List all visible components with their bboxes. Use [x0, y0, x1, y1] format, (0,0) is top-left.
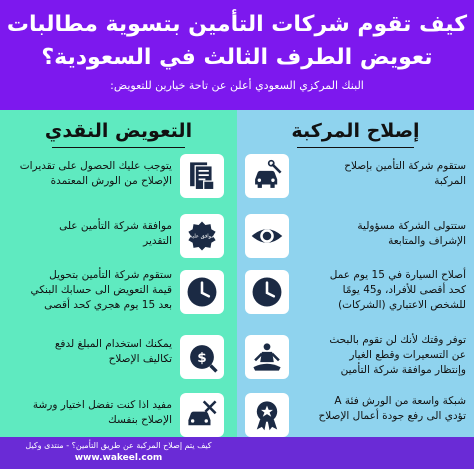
footer-url[interactable]: www.wakeel.com [74, 453, 163, 463]
meditation-icon [245, 335, 289, 379]
repair-item-text: توفر وقتك لأنك لن تقوم بالبحث عن التسعيرات وقطع الغيار وإنتظار موافقة شركة التأمين [329, 334, 466, 376]
repair-title-underline [297, 147, 414, 148]
repair-column-title: إصلاح المركبة [291, 120, 420, 142]
header-banner [0, 0, 474, 110]
clock-icon [245, 270, 289, 314]
money-wrench-icon [180, 335, 224, 379]
eye-icon [245, 214, 289, 258]
repair-item-text: شبكة واسعة من الورش فئة A تؤدي الى رفع جودة أعمال الإصلاح [318, 395, 466, 422]
cash-item-text: موافقة شركة التأمين على التقدير [59, 220, 172, 247]
cash-item-text: ستقوم شركة التأمين بتحويل قيمة التعويض الى حسابك البنكي بعد 15 يوم هجري كحد أقصى [30, 269, 172, 311]
repair-column [237, 110, 474, 469]
car-wrench-icon [245, 154, 289, 198]
svg-text:$: $ [197, 350, 207, 367]
cash-item-text: يمكنك استخدام المبلغ لدفع تكاليف الإصلاح [54, 338, 172, 365]
cash-column-title: التعويض النقدي [44, 120, 193, 142]
cash-column [0, 110, 237, 469]
cash-item-text: يتوجب عليك الحصول على تقديرات الإصلاح من الورش المعتمدة [19, 160, 172, 187]
repair-item-text: أصلاح السيارة في 15 يوم عمل كحد أقصى للأفراد، و45 يومًا للشخص الاعتباري (الشركات) [329, 269, 466, 311]
documents-icon [180, 154, 224, 198]
car-wrench-icon [180, 393, 224, 437]
cash-title-underline [52, 147, 185, 148]
repair-item-text: ستقوم شركة التأمين بإصلاح المركبة [344, 160, 466, 187]
page-subtitle: البنك المركزي السعودي أعلن عن تاحة خيارين للتعويض: [110, 79, 364, 92]
footer-caption: كيف يتم إصلاح المركبة عن طريق التأمين؟ - منتدى وكيل [25, 441, 212, 450]
quality-badge-icon [245, 393, 289, 437]
repair-item-text: ستتولى الشركة مسؤولية الإشراف والمتابعة [357, 220, 466, 247]
approved-stamp-label: موافق عليه [189, 233, 215, 240]
approved-stamp-icon [180, 214, 224, 258]
clock-icon [180, 270, 224, 314]
cash-item-text: مفيد اذا كنت تفضل اختيار ورشة الإصلاح بنفسك [32, 399, 172, 426]
page-title: كيف تقوم شركات التأمين بتسوية مطالبات تعويض الطرف الثالث في السعودية؟ [6, 12, 468, 70]
